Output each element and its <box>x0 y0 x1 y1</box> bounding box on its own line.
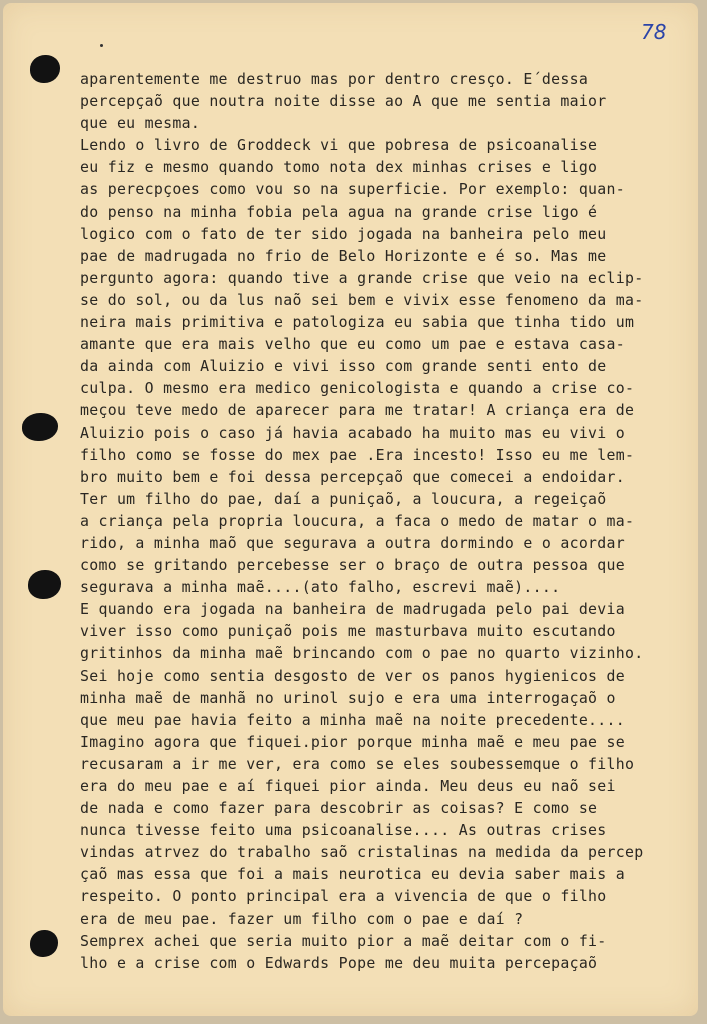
text-line: de nada e como fazer para descobrir as coisas? E como se <box>80 799 598 818</box>
punch-hole-2 <box>22 413 58 441</box>
text-line: as perecpçoes como vou so na superficie. Por exemplo: quan- <box>80 180 626 199</box>
text-line: nunca tivesse feito uma psicoanalise.... As outras crises <box>80 821 607 840</box>
text-line: se do sol, ou da lus naõ sei bem e vivix esse fenomeno da ma- <box>80 290 644 309</box>
text-line: logico com o fato de ter sido jogada na banheira pelo meu <box>80 224 607 243</box>
text-line: como se gritando percebesse ser o braço de outra pessoa que <box>80 556 626 575</box>
text-line: pergunto agora: quando tive a grande crise que veio na eclip- <box>80 268 644 287</box>
text-line: segurava a minha maẽ....(ato falho, escrevi maẽ).... <box>80 578 561 597</box>
text-line: pae de madrugada no frio de Belo Horizonte e é so. Mas me <box>80 246 607 265</box>
ink-speck <box>100 44 103 47</box>
text-line: E quando era jogada na banheira de madrugada pelo pai devia <box>80 600 626 619</box>
text-line: neira mais primitiva e patologiza eu sabia que tinha tido um <box>80 313 635 332</box>
punch-hole-1 <box>30 55 60 83</box>
text-line: que eu mesma. <box>80 114 201 133</box>
text-line: Lendo o livro de Groddeck vi que pobresa de psicoanalise <box>80 136 598 155</box>
text-line: vindas atrvez do trabalho saõ cristalinas na medida da percep <box>80 843 644 862</box>
text-line: Ter um filho do pae, daí a puniçaõ, a loucura, a regeiçaõ <box>80 489 607 508</box>
text-line: que meu pae havia feito a minha maẽ na noite precedente.... <box>80 710 626 729</box>
text-line: Imagino agora que fiquei.pior porque minha maẽ e meu pae se <box>80 732 626 751</box>
text-line: meçou teve medo de aparecer para me tratar! A criança era de <box>80 401 635 420</box>
text-line: Semprex achei que seria muito pior a maẽ deitar com o fi- <box>80 931 607 950</box>
page-number: 78 <box>641 20 667 44</box>
text-line: lho e a crise com o Edwards Pope me deu muita percepaçaõ <box>80 953 598 972</box>
punch-hole-4 <box>30 930 58 957</box>
text-line: aparentemente me destruo mas por dentro cresço. E´dessa <box>80 70 589 88</box>
text-line: minha maẽ de manhã no urinol sujo e era uma interrogaçaõ o <box>80 688 616 707</box>
text-line: gritinhos da minha maẽ brincando com o pae no quarto vizinho. <box>80 644 644 663</box>
text-line: do penso na minha fobia pela agua na grande crise ligo é <box>80 202 598 221</box>
text-line: bro muito bem e foi dessa percepçaõ que comecei a endoidar. <box>80 467 626 486</box>
text-line: filho como se fosse do mex pae .Era incesto! Isso eu me lem- <box>80 445 635 464</box>
text-line: respeito. O ponto principal era a vivencia de que o filho <box>80 887 607 906</box>
text-line: percepçaõ que noutra noite disse ao A que me sentia maior <box>80 92 607 111</box>
text-line: viver isso como puniçaõ pois me masturbava muito escutando <box>80 622 616 641</box>
punch-hole-3 <box>28 570 61 599</box>
text-line: çaõ mas essa que foi a mais neurotica eu devia saber mais a <box>80 865 626 884</box>
text-line: Aluizio pois o caso já havia acabado ha muito mas eu vivi o <box>80 423 626 442</box>
text-line: a criança pela propria loucura, a faca o medo de matar o ma- <box>80 511 635 530</box>
text-line: era do meu pae e aí fiquei pior ainda. Meu deus eu naõ sei <box>80 777 616 795</box>
text-line: recusaram a ir me ver, era como se eles soubessemque o filho <box>80 754 635 773</box>
text-line: amante que era mais velho que eu como um pae e estava casa- <box>80 335 626 354</box>
text-line: eu fiz e mesmo quando tomo nota dex minhas crises e ligo <box>80 158 598 177</box>
text-line: era de meu pae. fazer um filho com o pae e daí ? <box>80 909 524 928</box>
text-line: rido, a minha maõ que segurava a outra dormindo e o acordar <box>80 533 626 552</box>
text-line: da ainda com Aluizio e vivi isso com grande senti ento de <box>80 357 607 376</box>
typed-text-body <box>80 68 698 974</box>
text-line: culpa. O mesmo era medico genicologista e quando a crise co- <box>80 379 635 398</box>
text-line: Sei hoje como sentia desgosto de ver os panos hygienicos de <box>80 666 626 685</box>
